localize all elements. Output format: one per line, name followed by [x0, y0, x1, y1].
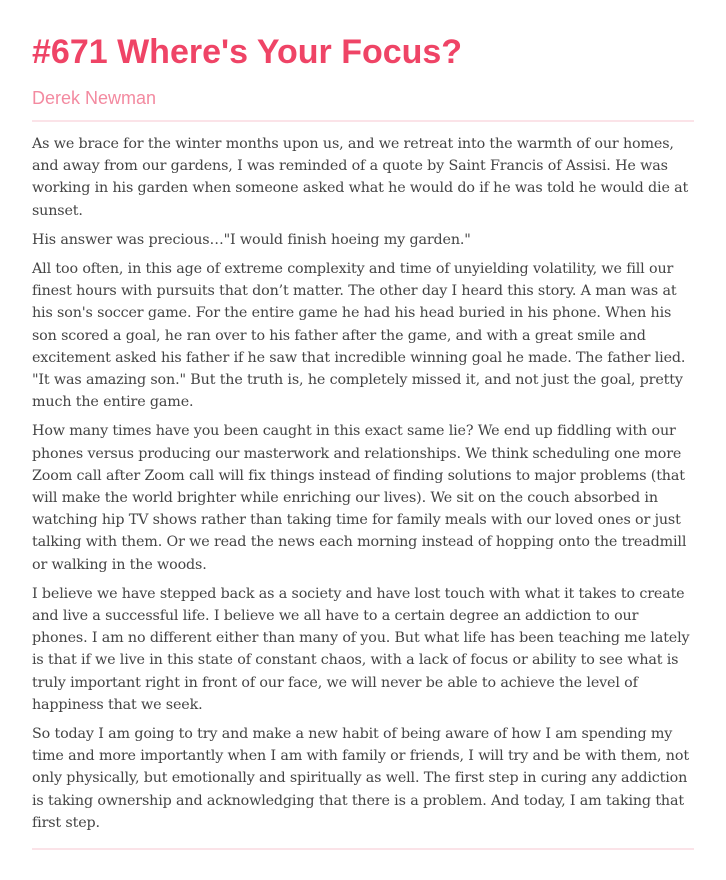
- article-title: #671 Where's Your Focus?: [32, 33, 463, 71]
- article-paragraph: His answer was precious…"I would finish hoeing my garden.": [32, 231, 471, 248]
- article: [32, 30, 694, 850]
- article-paragraph: How many times have you been caught in this exact same lie? We end up fiddling with our phones versus producing our masterwork and relationships. We think scheduling one more Zoom call after Zoom call will fix things instead of finding solutions to major problems (that will make the world brighter while enriching our lives). We sit on the couch absorbed in watching hip TV shows rather than taking time for family meals with our loved ones or just talking with them. Or we read the news each morning instead of hopping onto the treadmill or walking in the woods.: [32, 423, 687, 573]
- article-body: [32, 122, 694, 834]
- article-paragraph: All too often, in this age of extreme complexity and time of unyielding volatility, we fill our finest hours with pursuits that don’t matter. The other day I heard this story. A man was at his son's soccer game. For the entire game he had his head buried in his phone. When his son scored a goal, he ran over to his father after the game, and with a great smile and excitement asked his father if he saw that incredible winning goal he made. The father lied. "It was amazing son." But the truth is, he completely missed it, and not just the goal, pretty much the entire game.: [32, 261, 686, 411]
- article-paragraph: So today I am going to try and make a new habit of being aware of how I am spending my time and more importantly when I am with family or friends, I will try and be with them, not only physically, but emotionally and spiritually as well. The first step in curing any addiction is taking ownership and acknowledging that there is a problem. And today, I am taking that first step.: [32, 726, 689, 831]
- footer-divider: [32, 848, 694, 850]
- article-author: Derek Newman: [32, 88, 157, 108]
- article-paragraph: As we brace for the winter months upon us, and we retreat into the warmth of our homes, and away from our gardens, I was reminded of a quote by Saint Francis of Assisi. He was working in his garden when someone asked what he would do if he was told he would die at sunset.: [32, 136, 689, 219]
- article-paragraph: I believe we have stepped back as a society and have lost touch with what it takes to create and live a successful life. I believe we all have to a certain degree an addiction to our phones. I am no different either than many of you. But what life has been teaching me lately is that if we live in this state of constant chaos, with a lack of focus or ability to see what is truly important right in front of our face, we will never be able to achieve the level of happiness that we seek.: [32, 585, 690, 713]
